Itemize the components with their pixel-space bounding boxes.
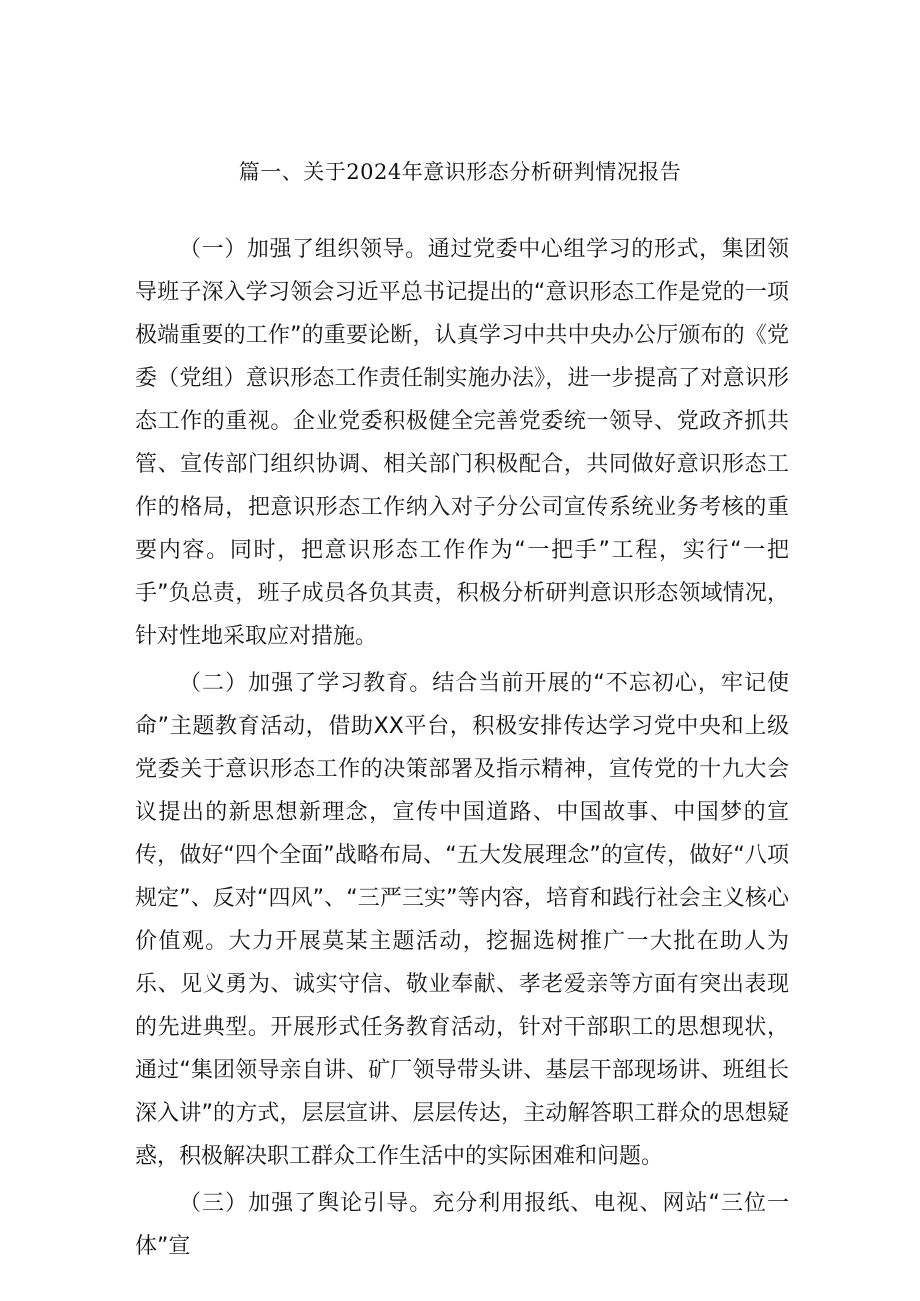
paragraph-public-opinion: （三）加强了舆论引导。充分利用报纸、电视、网站“三位一体”宣 bbox=[135, 1191, 789, 1259]
document-title: 篇一、关于2024年意识形态分析研判情况报告 bbox=[238, 160, 682, 184]
document-body bbox=[135, 228, 789, 1268]
paragraph-organization-leadership: （一）加强了组织领导。通过党委中心组学习的形式，集团领导班子深入学习领会习近平总书记提出的“意识形态工作是党的一项极端重要的工作”的重要论断，认真学习中共中央办公厅颁布的《党委（党组）意识形态工作责任制实施办法》，进一步提高了对意识形态工作的重视。企业党委积极健全完善党委统一领导、党政齐抓共管、宣传部门组织协调、相关部门积极配合，共同做好意识形态工作的格局，把意识形态工作纳入对子分公司宣传系统业务考核的重要内容。同时，把意识形态工作作为“一把手”工程，实行“一把手”负总责，班子成员各负其责，积极分析研判意识形态领域情况，针对性地采取应对措施。 bbox=[135, 237, 789, 649]
paragraph-study-education: （二）加强了学习教育。结合当前开展的“不忘初心，牢记使命”主题教育活动，借助XX平台，积极安排传达学习党中央和上级党委关于意识形态工作的决策部署及指示精神，宣传党的十九大会议提出的新思想新理念，宣传中国道路、中国故事、中国梦的宣传，做好“四个全面”战略布局、“五大发展理念”的宣传，做好“八项规定”、反对“四风”、“三严三实”等内容，培育和践行社会主义核心价值观。大力开展莫某主题活动，挖掘选树推广一大批在助人为乐、见义勇为、诚实守信、敬业奉献、孝老爱亲等方面有突出表现的先进典型。开展形式任务教育活动，针对干部职工的思想现状，通过“集团领导亲自讲、矿厂领导带头讲、基层干部现场讲、班组长深入讲”的方式，层层宣讲、层层传达，主动解答职工群众的思想疑惑，积极解决职工群众工作生活中的实际困难和问题。 bbox=[135, 671, 789, 1169]
